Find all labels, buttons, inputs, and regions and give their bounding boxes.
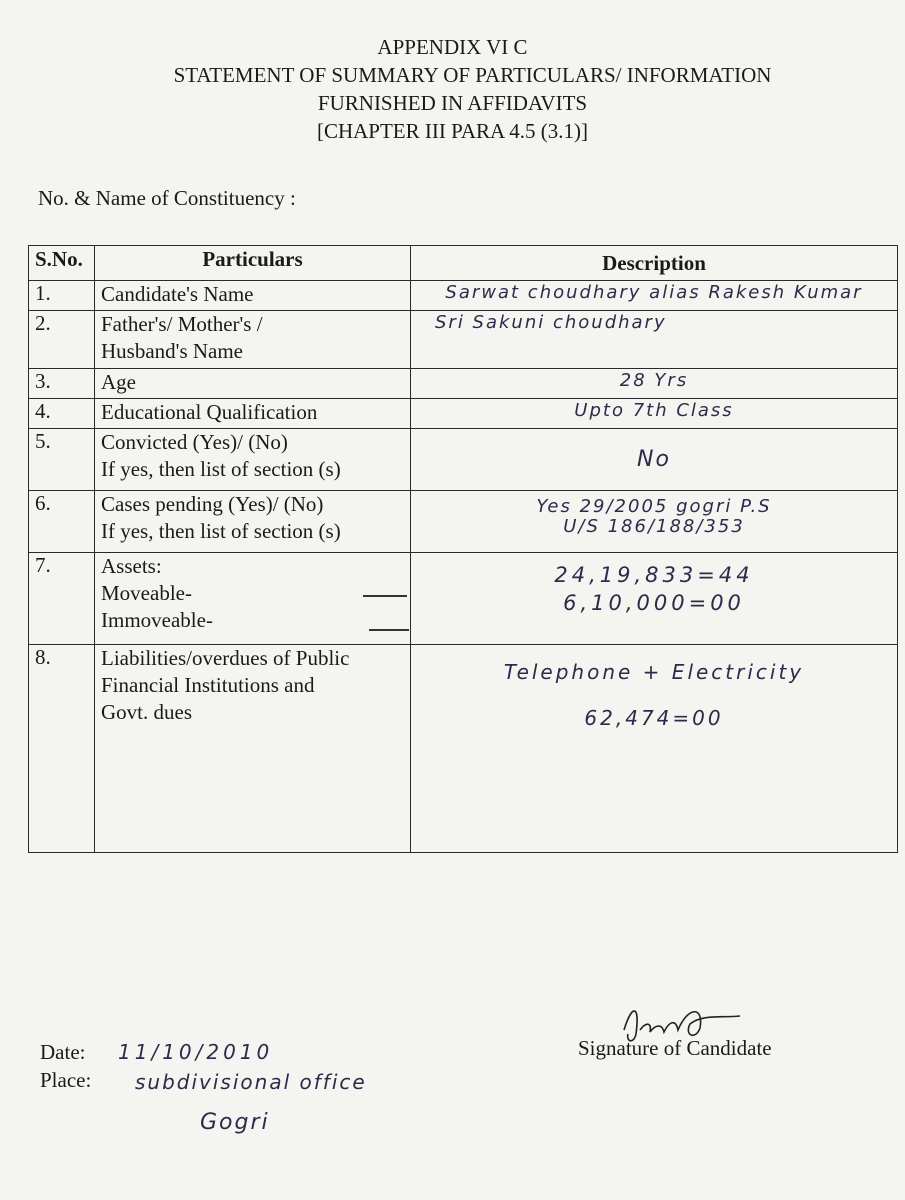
place-value-line2: Gogri <box>200 1110 270 1135</box>
row-description: Telephone + Electricity 62,474=00 <box>411 645 898 853</box>
row-particulars: Father's/ Mother's / Husband's Name <box>95 311 411 369</box>
header-description: Description <box>411 246 898 281</box>
row-description: Upto 7th Class <box>411 399 898 429</box>
particulars-table <box>28 245 898 853</box>
row-particulars: Educational Qualification <box>95 399 411 429</box>
row-sno: 3. <box>29 369 95 399</box>
header-particulars: Particulars <box>95 246 411 281</box>
row-description: 28 Yrs <box>411 369 898 399</box>
row-sno: 2. <box>29 311 95 369</box>
statement-title: STATEMENT OF SUMMARY OF PARTICULARS/ INFORMATION <box>173 63 772 87</box>
date-value: 11/10/2010 <box>118 1040 274 1064</box>
moveable-dash <box>363 595 407 597</box>
table-row <box>29 281 898 311</box>
table-row <box>29 399 898 429</box>
row-description: Yes 29/2005 gogri P.S U/S 186/188/353 <box>411 491 898 553</box>
table-row <box>29 311 898 369</box>
signature-label: Signature of Candidate <box>578 1036 772 1060</box>
row-description: No <box>411 429 898 491</box>
place-value: subdivisional office <box>135 1070 367 1094</box>
row-sno: 8. <box>29 645 95 853</box>
row-sno: 7. <box>29 553 95 645</box>
table-row <box>29 645 898 853</box>
appendix-title: APPENDIX VI C <box>377 35 528 59</box>
table-header-row <box>29 246 898 281</box>
row-description: Sri Sakuni choudhary <box>411 311 898 369</box>
row-particulars: Convicted (Yes)/ (No) If yes, then list of section (s) <box>95 429 411 491</box>
row-description: Sarwat choudhary alias Rakesh Kumar <box>411 281 898 311</box>
date-label: Date: <box>40 1040 86 1064</box>
table-row <box>29 491 898 553</box>
table-row <box>29 553 898 645</box>
chapter-reference: [CHAPTER III PARA 4.5 (3.1)] <box>316 119 589 143</box>
row-sno: 6. <box>29 491 95 553</box>
row-particulars: Liabilities/overdues of Public Financial Institutions and Govt. dues <box>95 645 411 853</box>
row-sno: 4. <box>29 399 95 429</box>
table-row <box>29 429 898 491</box>
table-row <box>29 369 898 399</box>
row-particulars: Assets: Moveable- Immoveable- <box>95 553 411 645</box>
immoveable-dash <box>369 629 409 631</box>
row-description: 24,19,833=44 6,10,000=00 <box>411 553 898 645</box>
row-particulars: Candidate's Name <box>95 281 411 311</box>
row-sno: 1. <box>29 281 95 311</box>
row-particulars: Age <box>95 369 411 399</box>
header-sno: S.No. <box>29 246 95 281</box>
constituency-label: No. & Name of Constituency : <box>38 186 296 210</box>
place-label: Place: <box>40 1068 92 1092</box>
row-particulars: Cases pending (Yes)/ (No) If yes, then list of section (s) <box>95 491 411 553</box>
row-sno: 5. <box>29 429 95 491</box>
statement-subtitle: FURNISHED IN AFFIDAVITS <box>317 91 588 115</box>
